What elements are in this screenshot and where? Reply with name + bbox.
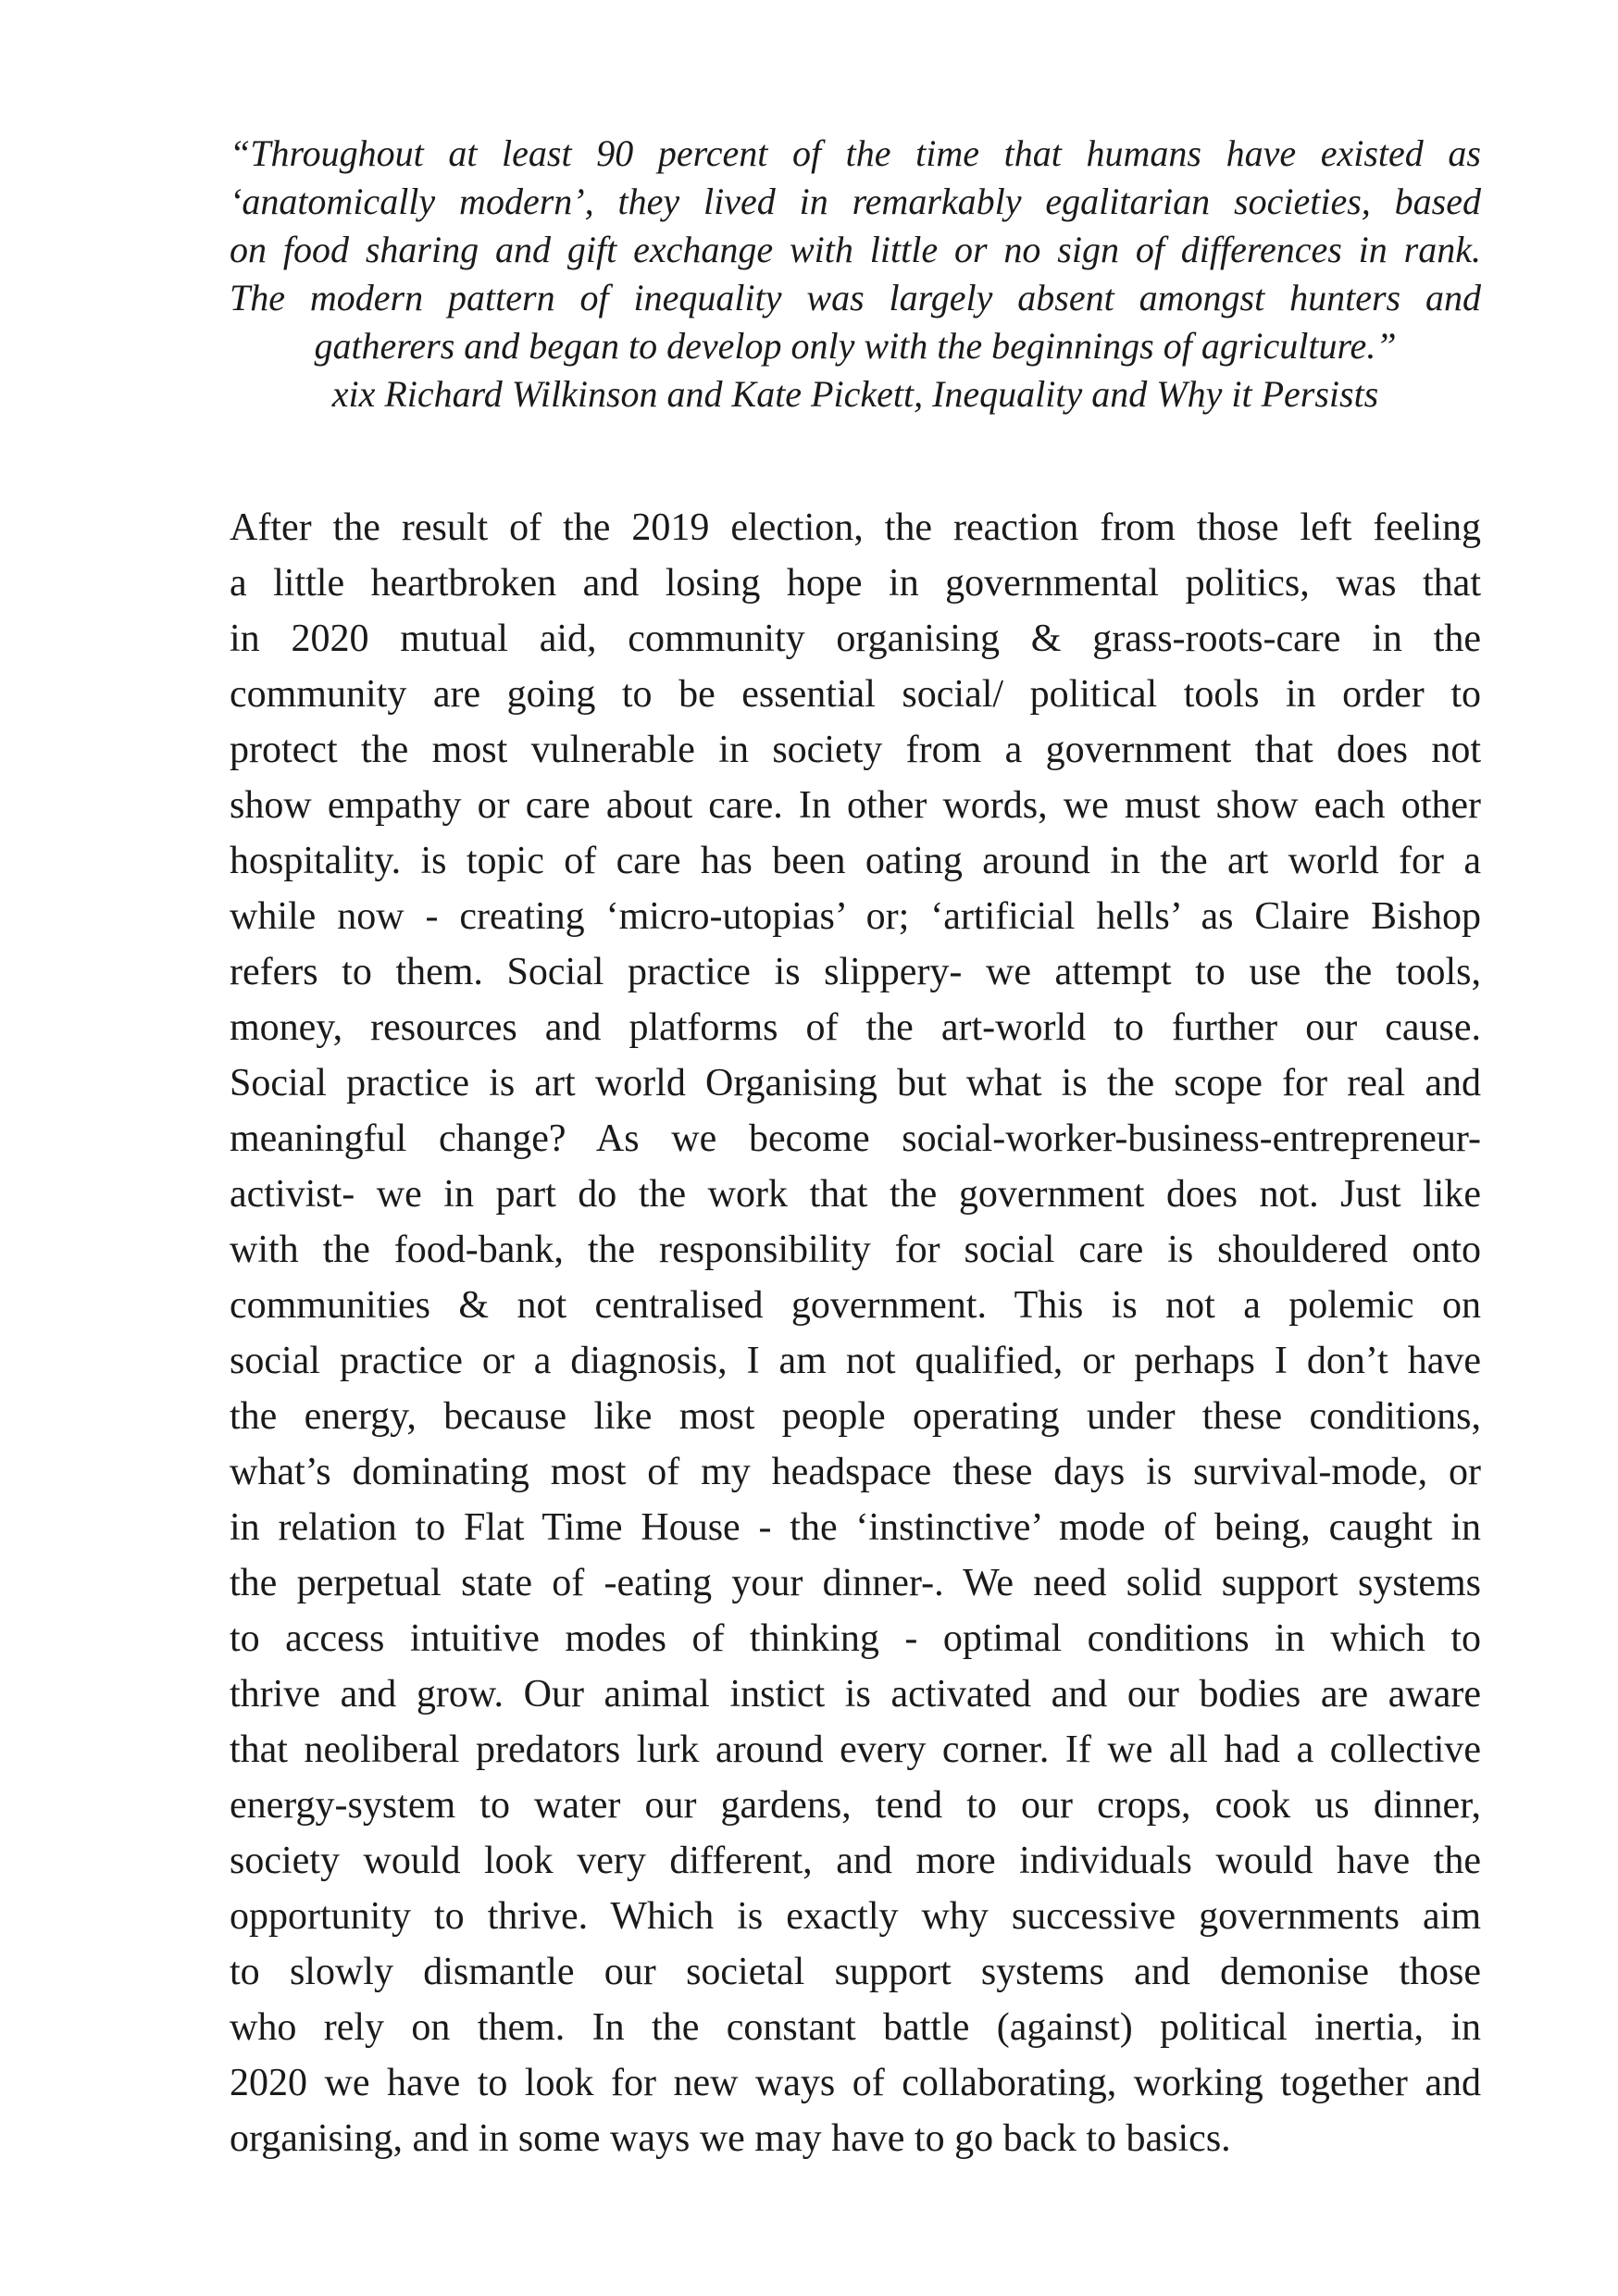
body-line: the energy, because like most people operating under these conditions, [230, 1395, 1481, 1438]
body-line: communities & not centralised government. This is not a polemic on [230, 1284, 1481, 1327]
body-line: After the result of the 2019 election, the reaction from those left feeling [230, 506, 1481, 549]
body-line: organising, and in some ways we may have to go back to basics. [230, 2117, 1231, 2160]
body-line: social practice or a diagnosis, I am not qualified, or perhaps I don’t have [230, 1340, 1481, 1382]
body-line: refers to them. Social practice is slippery- we attempt to use the tools, [230, 951, 1481, 993]
epigraph-quote [230, 130, 1481, 418]
body-line: hospitality. is topic of care has been oating around in the art world for a [230, 840, 1481, 882]
epigraph-line: gatherers and began to develop only with the beginnings of agriculture.” [314, 325, 1397, 367]
epigraph-line: The modern pattern of inequality was largely absent amongst hunters and [230, 277, 1481, 318]
epigraph-line: “Throughout at least 90 percent of the time that humans have existed as [230, 132, 1481, 174]
body-line: meaningful change? As we become social-worker-business-entrepreneur- [230, 1117, 1481, 1160]
body-line: to slowly dismantle our societal support systems and demonise those [230, 1951, 1481, 1993]
body-line: with the food-bank, the responsibility for social care is shouldered onto [230, 1229, 1481, 1271]
body-line: a little heartbroken and losing hope in governmental politics, was that [230, 562, 1481, 605]
body-line: activist- we in part do the work that the government does not. Just like [230, 1173, 1481, 1216]
body-line: that neoliberal predators lurk around every corner. If we all had a collective [230, 1728, 1481, 1771]
body-paragraph [230, 500, 1481, 2166]
body-line: community are going to be essential social/ political tools in order to [230, 673, 1481, 716]
epigraph-line: ‘anatomically modern’, they lived in remarkably egalitarian societies, based [230, 181, 1481, 222]
epigraph-attribution: xix Richard Wilkinson and Kate Pickett, Inequality and Why it Persists [331, 373, 1379, 415]
body-line: in relation to Flat Time House - the ‘instinctive’ mode of being, caught in [230, 1506, 1481, 1549]
body-line: in 2020 mutual aid, community organising & grass-roots-care in the [230, 618, 1481, 660]
body-line: to access intuitive modes of thinking - optimal conditions in which to [230, 1617, 1481, 1660]
body-line: show empathy or care about care. In other words, we must show each other [230, 784, 1481, 827]
body-line: while now - creating ‘micro-utopias’ or; ‘artificial hells’ as Claire Bishop [230, 895, 1481, 938]
body-line: thrive and grow. Our animal instict is activated and our bodies are aware [230, 1673, 1481, 1716]
body-line: what’s dominating most of my headspace these days is survival-mode, or [230, 1451, 1481, 1493]
body-line: society would look very different, and more individuals would have the [230, 1840, 1481, 1882]
body-line: energy-system to water our gardens, tend to our crops, cook us dinner, [230, 1784, 1481, 1827]
epigraph-line: on food sharing and gift exchange with little or no sign of differences in rank. [230, 229, 1481, 270]
body-line: Social practice is art world Organising but what is the scope for real and [230, 1062, 1481, 1104]
body-line: who rely on them. In the constant battle (against) political inertia, in [230, 2006, 1481, 2049]
body-line: opportunity to thrive. Which is exactly why successive governments aim [230, 1895, 1481, 1938]
body-line: 2020 we have to look for new ways of collaborating, working together and [230, 2062, 1481, 2104]
body-line: protect the most vulnerable in society from a government that does not [230, 729, 1481, 771]
body-line: money, resources and platforms of the art-world to further our cause. [230, 1006, 1481, 1049]
body-line: the perpetual state of -eating your dinner-. We need solid support systems [230, 1562, 1481, 1604]
